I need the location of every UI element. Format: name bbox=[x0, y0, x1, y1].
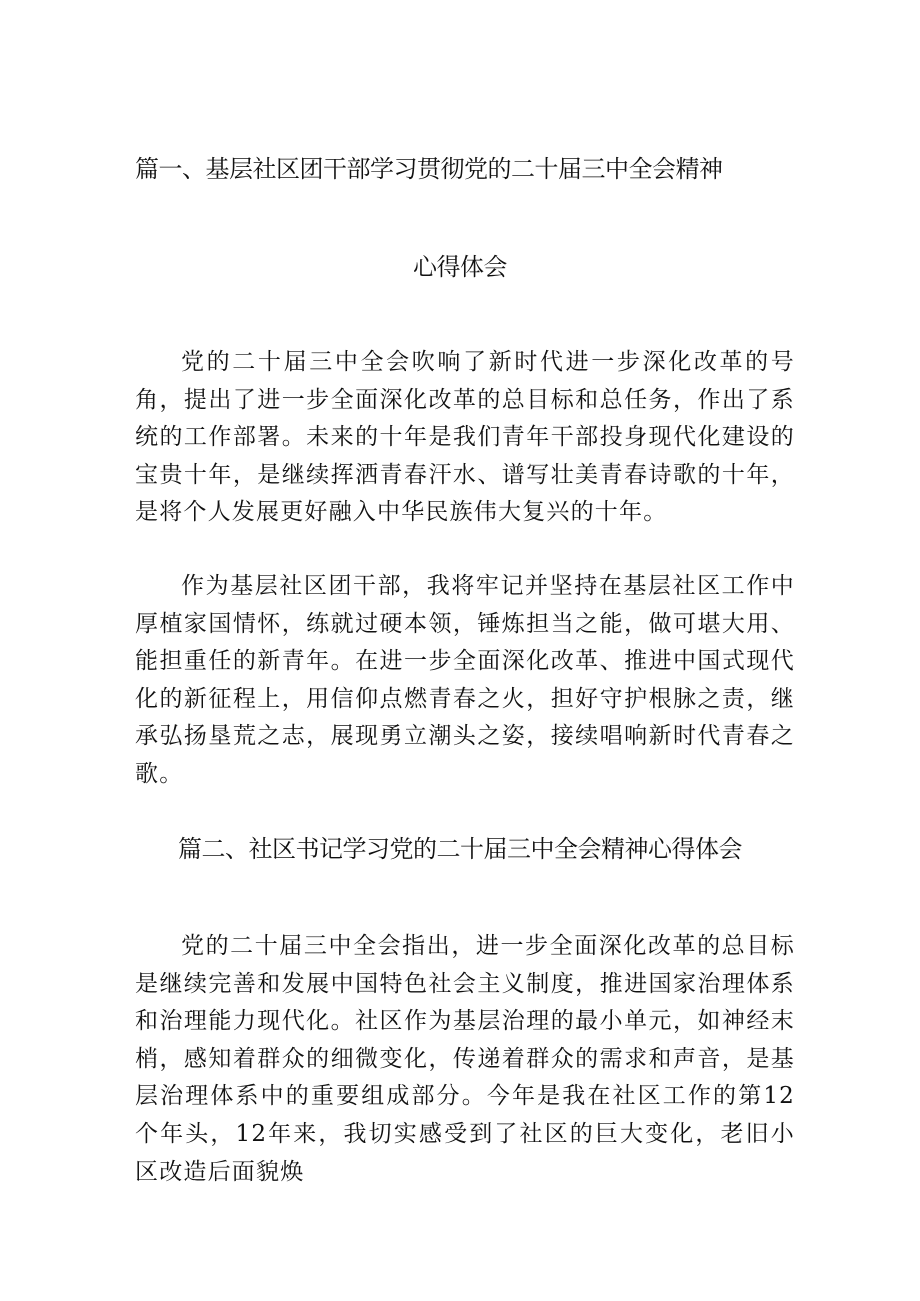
section1-title-line1: 篇一、基层社区团干部学习贯彻党的二十届三中全会精神 bbox=[135, 155, 723, 183]
section2-paragraph-1: 党的二十届三中全会指出，进一步全面深化改革的总目标是继续完善和发展中国特色社会主义制度，推进国家治理体系和治理能力现代化。社区作为基层治理的最小单元，如神经末梢，感知着群众的细微变化，传递着群众的需求和声音，是基层治理体系中的重要组成部分。今年是我在社区工作的第12个年头，12年来，我切实感受到了社区的巨大变化，老旧小区改造后面貌焕 bbox=[135, 933, 795, 1185]
section1-title-line2: 心得体会 bbox=[413, 253, 507, 281]
section2-title: 篇二、社区书记学习党的二十届三中全会精神心得体会 bbox=[178, 835, 742, 863]
section1-paragraph-1: 党的二十届三中全会吹响了新时代进一步深化改革的号角，提出了进一步全面深化改革的总目标和总任务，作出了系统的工作部署。未来的十年是我们青年干部投身现代化建设的宝贵十年，是继续挥洒青春汗水、谱写壮美青春诗歌的十年，是将个人发展更好融入中华民族伟大复兴的十年。 bbox=[135, 349, 795, 526]
section1-paragraph-2: 作为基层社区团干部，我将牢记并坚持在基层社区工作中厚植家国情怀，练就过硬本领，锤炼担当之能，做可堪大用、能担重任的新青年。在进一步全面深化改革、推进中国式现代化的新征程上，用信仰点燃青春之火，担好守护根脉之责，继承弘扬垦荒之志，展现勇立潮头之姿，接续唱响新时代青春之歌。 bbox=[135, 573, 795, 787]
